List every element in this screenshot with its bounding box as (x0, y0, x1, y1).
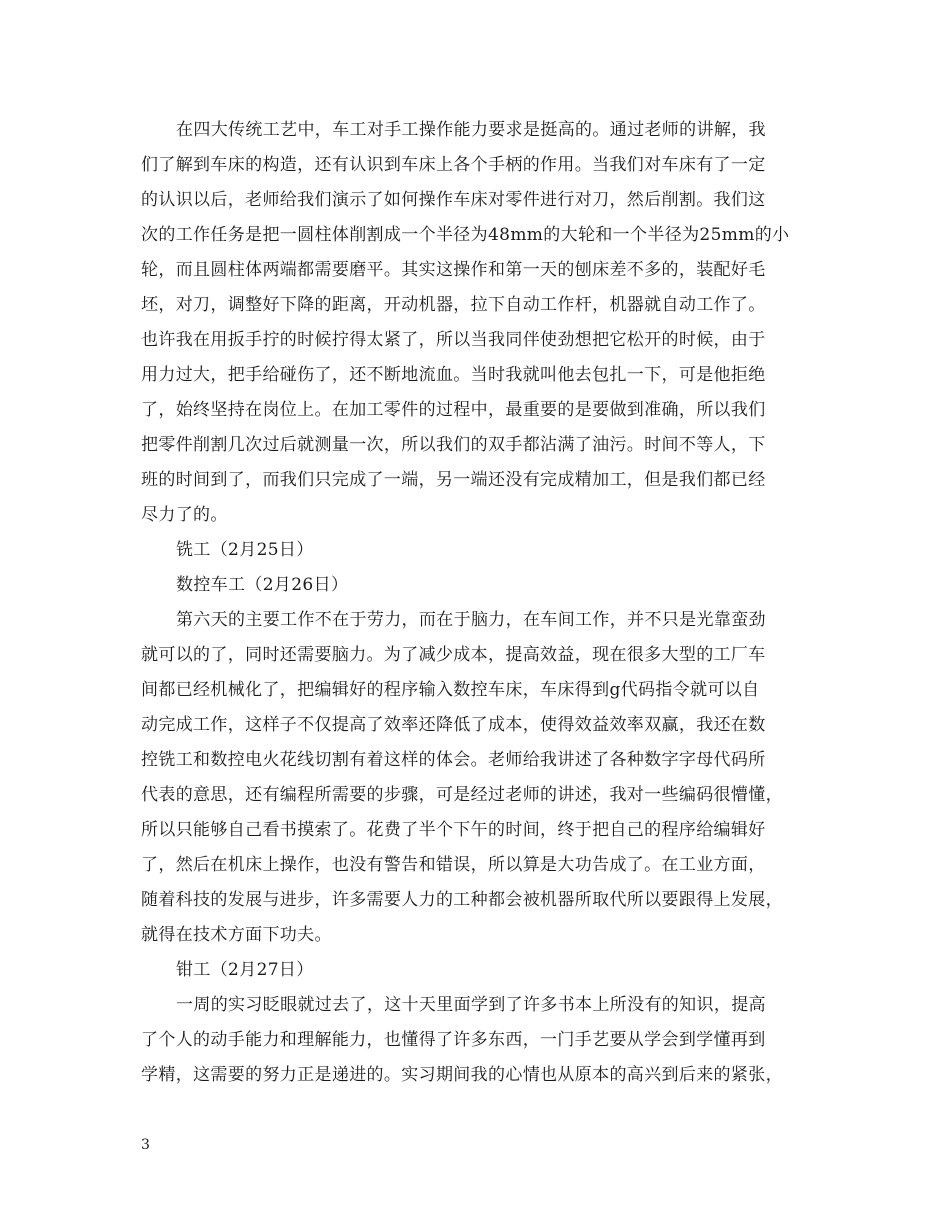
paragraph-line: 在四大传统工艺中，车工对手工操作能力要求是挺高的。通过老师的讲解，我 (176, 120, 766, 140)
paragraph-line: 就可以的了，同时还需要脑力。为了减少成本，提高效益，现在很多大型的工厂车 (141, 645, 766, 665)
paragraph-line: 们了解到车床的构造，还有认识到车床上各个手柄的作用。当我们对车床有了一定 (141, 155, 766, 175)
paragraph-line: 也许我在用扳手拧的时候拧得太紧了，所以当我同伴使劲想把它松开的时候，由于 (141, 330, 766, 350)
paragraph-line: 学精，这需要的努力正是递进的。实习期间我的心情也从原本的高兴到后来的紧张， (141, 1065, 783, 1085)
paragraph-line: 了，始终坚持在岗位上。在加工零件的过程中，最重要的是要做到准确，所以我们 (141, 400, 766, 420)
section-heading: 铣工（2月25日） (176, 540, 314, 560)
paragraph-line: 的认识以后，老师给我们演示了如何操作车床对零件进行对刀，然后削割。我们这 (141, 190, 766, 210)
paragraph-line: 尽力了的。 (141, 505, 228, 525)
paragraph-line: 把零件削割几次过后就测量一次，所以我们的双手都沾满了油污。时间不等人，下 (141, 435, 766, 455)
paragraph-line: 了个人的动手能力和理解能力，也懂得了许多东西，一门手艺要从学会到学懂再到 (141, 1030, 766, 1050)
page-number: 3 (141, 1137, 150, 1153)
paragraph-line: 班的时间到了，而我们只完成了一端，另一端还没有完成精加工，但是我们都已经 (141, 470, 766, 490)
paragraph-line: 控铣工和数控电火花线切割有着这样的体会。老师给我讲述了各种数字字母代码所 (141, 750, 766, 770)
paragraph-line: 随着科技的发展与进步，许多需要人力的工种都会被机器所取代所以要跟得上发展， (141, 890, 783, 910)
paragraph-line: 代表的意思，还有编程所需要的步骤，可是经过老师的讲述，我对一些编码很懵懂， (141, 785, 783, 805)
paragraph-line: 一周的实习眨眼就过去了，这十天里面学到了许多书本上所没有的知识，提高 (176, 995, 766, 1015)
section-heading: 数控车工（2月26日） (176, 575, 349, 595)
paragraph-line: 用力过大，把手给碰伤了，还不断地流血。当时我就叫他去包扎一下，可是他拒绝 (141, 365, 766, 385)
paragraph-line: 次的工作任务是把一圆柱体削割成一个半径为48mm的大轮和一个半径为25mm的小 (141, 225, 790, 245)
paragraph-line: 就得在技术方面下功夫。 (141, 925, 332, 945)
paragraph-line: 轮，而且圆柱体两端都需要磨平。其实这操作和第一天的刨床差不多的，装配好毛 (141, 260, 766, 280)
section-heading: 钳工（2月27日） (176, 960, 314, 980)
paragraph-line: 了，然后在机床上操作，也没有警告和错误，所以算是大功告成了。在工业方面， (141, 855, 766, 875)
paragraph-line: 第六天的主要工作不在于劳力，而在于脑力，在车间工作，并不只是光靠蛮劲 (176, 610, 766, 630)
paragraph-line: 动完成工作，这样子不仅提高了效率还降低了成本，使得效益效率双赢，我还在数 (141, 715, 766, 735)
paragraph-line: 间都已经机械化了，把编辑好的程序输入数控车床，车床得到g代码指令就可以自 (141, 680, 760, 700)
paragraph-line: 所以只能够自己看书摸索了。花费了半个下午的时间，终于把自己的程序给编辑好 (141, 820, 766, 840)
paragraph-line: 坯，对刀，调整好下降的距离，开动机器，拉下自动工作杆，机器就自动工作了。 (141, 295, 766, 315)
